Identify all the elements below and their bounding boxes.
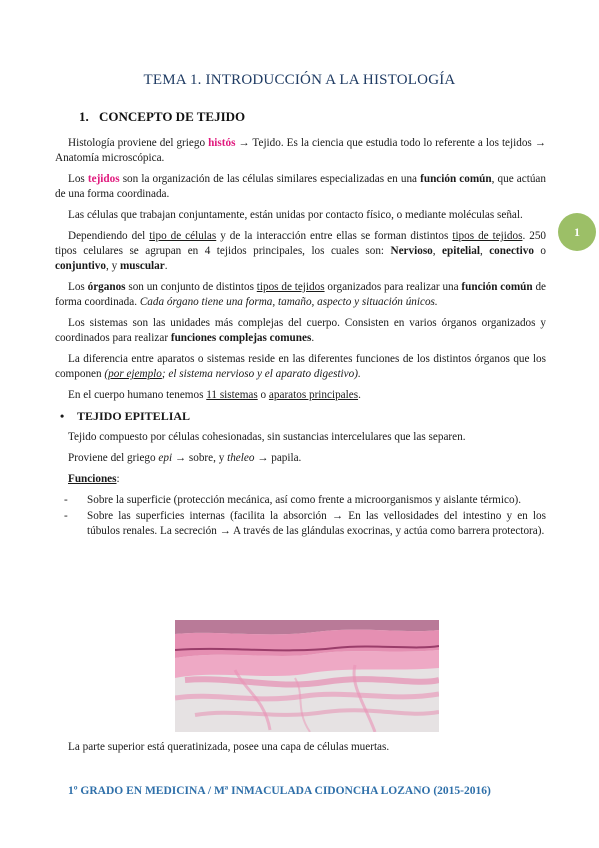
histology-micrograph xyxy=(175,620,439,732)
paragraph-organos: Los órganos son un conjunto de distintos tipos de tejidos organizados para realizar una función común de forma coordinada. Cada órgano tiene una forma, tamaño, aspecto y situación únicos. xyxy=(55,281,546,308)
subsection-heading: • TEJIDO EPITELIAL xyxy=(60,409,191,423)
section-number: 1. xyxy=(79,109,89,124)
section-heading xyxy=(79,109,245,124)
image-caption: La parte superior está queratinizada, posee una capa de células muertas. xyxy=(68,741,390,753)
highlight-term: tejidos xyxy=(87,173,120,185)
list-item: - Sobre la superficie (protección mecánica, así como frente a microorganismos y aislante térmico). xyxy=(64,494,522,506)
paragraph-epitelial-def: Tejido compuesto por células cohesionadas, sin sustancias intercelulares que las separen. xyxy=(68,431,466,443)
paragraph-cuerpo: En el cuerpo humano tenemos 11 sistemas o aparatos principales. xyxy=(68,389,361,401)
paragraph-tejidos: Los tejidos son la organización de las células similares especializadas en una función común, que actúan de una forma coordinada. xyxy=(55,173,546,200)
bullet-icon: • xyxy=(60,409,65,423)
body-content xyxy=(55,136,546,543)
paragraph-celulas: Las células que trabajan conjuntamente, están unidas por contacto físico, o mediante moléculas señal. xyxy=(68,209,523,221)
paragraph-diferencia: La diferencia entre aparatos o sistemas reside en las diferentes funciones de los distintos órganos que los componen (por ejemplo; el sistema nervioso y el aparato digestivo). xyxy=(55,353,546,380)
paragraph-sistemas: Los sistemas son las unidades más complejas del cuerpo. Consisten en varios órganos organizados y coordinados para realizar funciones complejas comunes. xyxy=(55,317,546,344)
page-number-badge: 1 xyxy=(558,213,596,251)
paragraph-epitelial-origen: Proviene del griego epi → sobre, y theleo → papila. xyxy=(68,452,302,464)
funciones-list xyxy=(55,493,546,539)
funciones-label: Funciones: xyxy=(68,473,120,485)
page-title: TEMA 1. INTRODUCCIÓN A LA HISTOLOGÍA xyxy=(143,72,456,88)
paragraph-histologia: Histología proviene del griego histós → Tejido. Es la ciencia que estudia todo lo referente a los tejidos → Anatomía microscópica. xyxy=(55,137,546,164)
section-label: CONCEPTO DE TEJIDO xyxy=(99,109,246,124)
paragraph-tipos: Dependiendo del tipo de células y de la interacción entre ellas se forman distintos tipos de tejidos. 250 tipos celulares se agrupan en 4 tejidos principales, los cuales son: Nervioso, epitelial, conectivo o conjuntivo, y muscular. xyxy=(55,230,547,272)
highlight-term: histós xyxy=(208,137,236,149)
list-item: - Sobre las superficies internas (facilita la absorción → En las vellosidades del intestino y en los túbulos renales. La secreción → A través de las glándulas exocrinas, y actúa como barrera protectora). xyxy=(64,510,546,537)
page-footer: 1º GRADO EN MEDICINA / Mª INMACULADA CIDONCHA LOZANO (2015-2016) xyxy=(68,785,491,797)
